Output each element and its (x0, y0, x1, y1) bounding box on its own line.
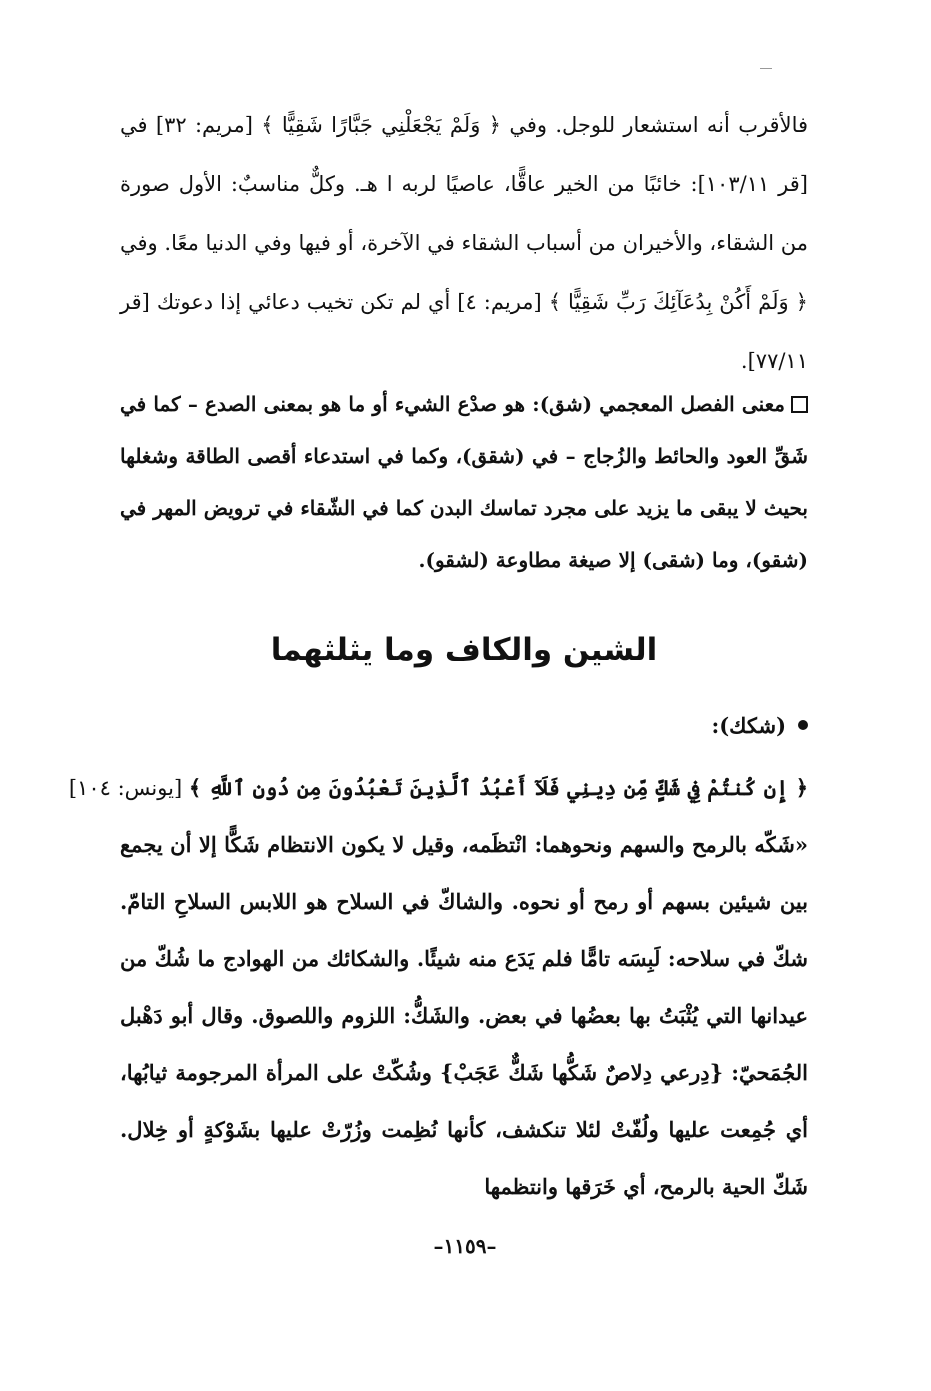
verse-reference: [يونس: ١٠٤] (68, 776, 183, 800)
scan-artifact (760, 68, 772, 69)
bullet-dot-icon (798, 720, 808, 730)
paragraph-2 (120, 378, 808, 586)
page-number: –١١٥٩– (433, 1234, 497, 1258)
paragraph-3: «شَكّه بالرمح والسهم ونحوهما: انْتظَمه، وقيل لا يكون الانتظام شَكًّا إلا أن يجمع بين شيئين بسهم أو رمح أو نحوه. والشاكّ في السلاح هو اللابس السلاحِ التامّ. شكّ في سلاحه: لَبِسَه تامًّا فلم يَدَع منه شيئًا. والشكائك من الهوادج ما شُكّ من عيدانها التي يُثْبَتُ بها بعضُها في بعض. والشَكُّ: اللزوم واللصوق. وقال أبو دَهْبل الجُمَحيّ: {دِرعي دِلاصٌ شَكُّها شَكٌّ عَجَبْ} وشُكّتْ على المرأة المرجومة ثيابُها، أي جُمِعت عليها ولُفّتْ لئلا تنكشف، كأنها نُظِمت وزُرّتْ عليها بشَوْكةٍ أو خِلال. شَكّ الحية بالرمح، أي خَرَقها وانتظمها (120, 832, 808, 1199)
section-title: الشين والكاف وما يثلثهما (270, 632, 658, 668)
square-bullet-icon (791, 396, 808, 413)
entry-heading (711, 700, 808, 752)
paragraph-1: فالأقرب أنه استشعار للوجل. وفي ﴿ وَلَمْ يَجْعَلْنِي جَبَّارًا شَقِيًّا ﴾ [مريم: ٣٢] في [قر ١٠٣/١١]: خائبًا من الخير عاقًّا، عاصيًا لربه ا هـ. وكلٌّ مناسبٌ: الأول صورة من الشقاء، والأخيران من أسباب الشقاء في الآخرة، أو فيها وفي الدنيا معًا. وفي ﴿ وَلَمْ أَكُنْ بِدُعَآئِكَ رَبِّ شَقِيًّا ﴾ [مريم: ٤] أي لم تكن تخيب دعائي إذا دعوتك [قر ٧٧/١١]. (120, 113, 808, 373)
quran-verse-text: ﴿ إِن كُنتُمْ فِي شَكٍّ مِّن دِينِي فَلَآ أَعْبُدُ ٱلَّذِينَ تَعْبُدُونَ مِن دُونِ ٱللَّهِ ﴾ (188, 775, 808, 800)
quran-verse-line (68, 760, 808, 816)
entry-heading-label: (شكك): (711, 713, 786, 738)
paragraph-2-text: معنى الفصل المعجمي (شق): هو صدْع الشيء أو ما هو بمعنى الصدع – كما في شَقِّ العود والحائط والزُجاج – في (شقق)، وكما في استدعاء أقصى الطاقة وشغلها بحيث لا يبقى ما يزيد على مجرد تماسك البدن كما في الشّقاء في ترويض المهر في (شقو)، وما (شقى) إلا صيغة مطاوعة (لشقو). (120, 392, 808, 572)
